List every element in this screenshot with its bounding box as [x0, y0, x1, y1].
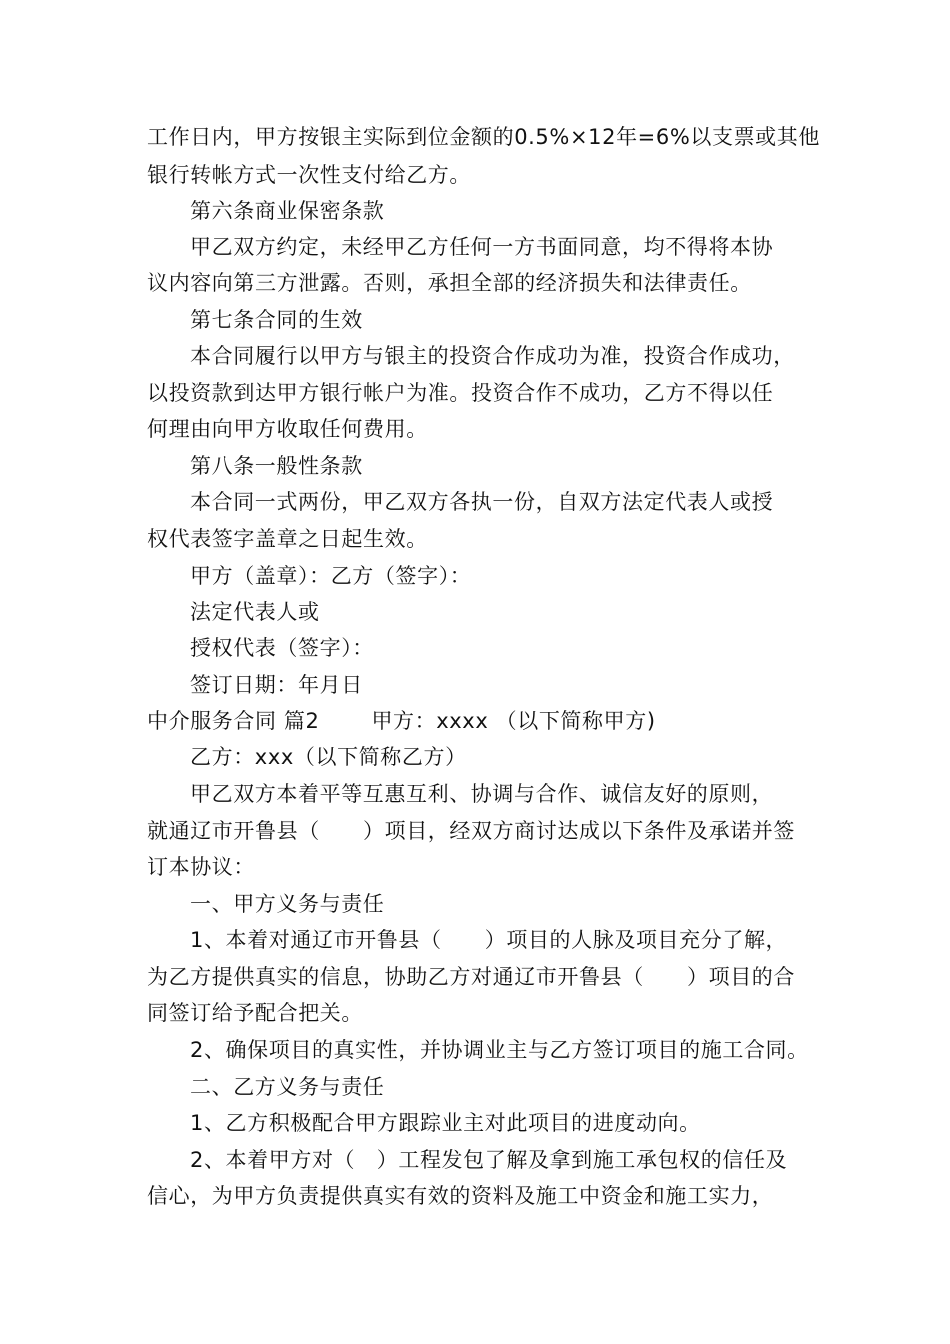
paragraph-line: 何理由向甲方收取任何费用。 — [147, 417, 428, 441]
signature-line: 授权代表（签字）： — [190, 636, 374, 660]
paragraph-line: 1、乙方积极配合甲方跟踪业主对此项目的进度动向。 — [190, 1111, 701, 1135]
contract-title-line — [147, 706, 656, 736]
signing-date-line: 签订日期：年月日 — [190, 673, 363, 697]
paragraph-line: 2、确保项目的真实性，并协调业主与乙方签订项目的施工合同。 — [190, 1038, 809, 1062]
paragraph-line: 权代表签字盖章之日起生效。 — [147, 527, 428, 551]
paragraph-line: 银行转帐方式一次性支付给乙方。 — [147, 163, 471, 187]
paragraph-line: 2、本着甲方对（ ）工程发包了解及拿到施工承包权的信任及 — [190, 1148, 788, 1172]
paragraph-line: 以投资款到达甲方银行帐户为准。投资合作不成功，乙方不得以任 — [147, 381, 774, 405]
party-a-line: 甲方：xxxx （以下简称甲方) — [371, 709, 656, 733]
paragraph-line: 工作日内，甲方按银主实际到位金额的0.5%×12年=6%以支票或其他 — [147, 125, 820, 149]
section-heading: 第六条商业保密条款 — [190, 199, 385, 223]
paragraph-line: 订本协议： — [147, 855, 255, 879]
section-heading: 第八条一般性条款 — [190, 454, 363, 478]
paragraph-line: 就通辽市开鲁县（ ）项目，经双方商讨达成以下条件及承诺并签 — [147, 819, 795, 843]
section-heading: 第七条合同的生效 — [190, 308, 363, 332]
paragraph-line: 同签订给予配合把关。 — [147, 1001, 363, 1025]
paragraph-line: 甲乙双方本着平等互惠互利、协调与合作、诚信友好的原则， — [190, 782, 774, 806]
paragraph-line: 本合同一式两份，甲乙双方各执一份，自双方法定代表人或授 — [190, 490, 774, 514]
contract-title: 中介服务合同 篇2 — [147, 709, 320, 733]
section-heading: 二、乙方义务与责任 — [190, 1075, 385, 1099]
section-heading: 一、甲方义务与责任 — [190, 892, 385, 916]
paragraph-line: 1、本着对通辽市开鲁县（ ）项目的人脉及项目充分了解， — [190, 928, 788, 952]
signature-line: 法定代表人或 — [190, 600, 320, 624]
paragraph-line: 议内容向第三方泄露。否则，承担全部的经济损失和法律责任。 — [147, 271, 752, 295]
paragraph-line: 甲乙双方约定，未经甲乙方任何一方书面同意，均不得将本协 — [190, 235, 774, 259]
signature-line: 甲方（盖章）：乙方（签字）： — [190, 564, 472, 588]
party-b-line: 乙方：xxx（以下简称乙方） — [190, 745, 467, 769]
paragraph-line: 信心，为甲方负责提供真实有效的资料及施工中资金和施工实力， — [147, 1184, 774, 1208]
paragraph-line: 为乙方提供真实的信息，协助乙方对通辽市开鲁县（ ）项目的合 — [147, 965, 795, 989]
paragraph-line: 本合同履行以甲方与银主的投资合作成功为准，投资合作成功， — [190, 344, 795, 368]
